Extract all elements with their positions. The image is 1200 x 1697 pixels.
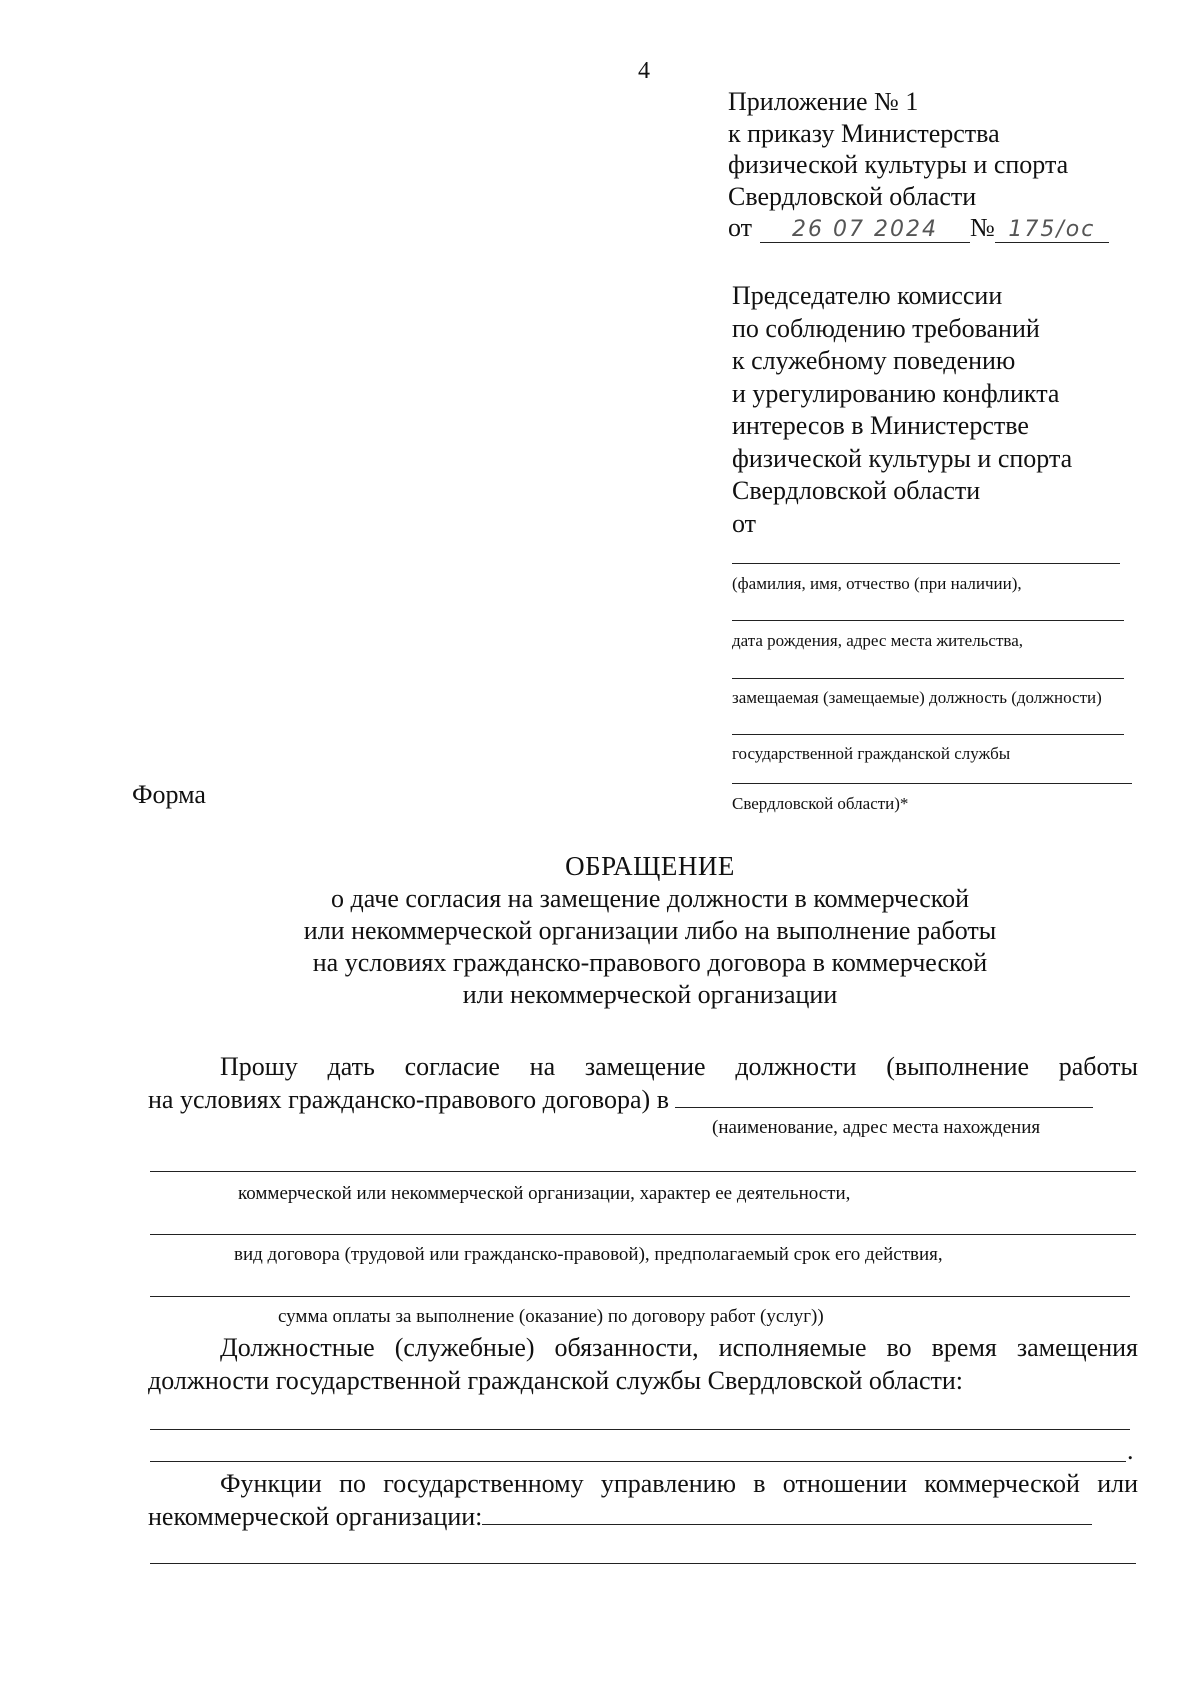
functions-line-1: Функции по государственному управлению в отношении коммерческой или bbox=[220, 1469, 1138, 1498]
duties-line-1: Должностные (служебные) обязанности, исполняемые во время замещения bbox=[220, 1333, 1138, 1362]
addressee-line: и урегулированию конфликта bbox=[732, 378, 1060, 408]
request-line-1: Прошу дать согласие на замещение должности (выполнение работы bbox=[220, 1052, 1138, 1081]
document-title: ОБРАЩЕНИЕ bbox=[565, 851, 735, 881]
civil-service-caption: государственной гражданской службы bbox=[732, 744, 1011, 763]
request-paragraph bbox=[148, 1050, 1138, 1116]
number-prefix: № bbox=[970, 213, 995, 242]
appendix-line-2: к приказу Министерства bbox=[728, 118, 1000, 148]
page-number: 4 bbox=[638, 58, 650, 84]
appendix-header bbox=[728, 86, 1109, 244]
functions-line-2: некоммерческой организации: bbox=[148, 1502, 483, 1531]
appendix-line-4: Свердловской области bbox=[728, 181, 977, 211]
duties-paragraph bbox=[148, 1331, 1138, 1397]
applicant-name-caption: (фамилия, имя, отчество (при наличии), bbox=[732, 574, 1022, 593]
organization-fill-line-2[interactable] bbox=[150, 1234, 1136, 1235]
duties-fill-line-1[interactable] bbox=[150, 1429, 1130, 1430]
duties-fill-line-2[interactable] bbox=[150, 1461, 1126, 1462]
functions-paragraph bbox=[148, 1467, 1138, 1533]
contract-fill-line[interactable] bbox=[150, 1296, 1130, 1297]
appendix-date-row bbox=[728, 212, 1109, 244]
date-prefix: от bbox=[728, 213, 753, 242]
organization-caption-2: коммерческой или некоммерческой организации, характер ее деятельности, bbox=[238, 1183, 851, 1204]
appendix-line-1: Приложение № 1 bbox=[728, 87, 919, 116]
order-number-handwritten: 175/ос bbox=[995, 218, 1109, 243]
duties-line-2: должности государственной гражданской службы Свердловской области: bbox=[148, 1366, 964, 1395]
payment-caption: сумма оплаты за выполнение (оказание) по договору работ (услуг)) bbox=[278, 1306, 824, 1327]
region-caption: Свердловской области)* bbox=[732, 794, 909, 813]
functions-inline-fill-line[interactable] bbox=[482, 1504, 1092, 1525]
title-line-1: о даче согласия на замещение должности в коммерческой bbox=[331, 884, 969, 913]
title-line-4: или некоммерческой организации bbox=[462, 980, 838, 1009]
duties-end-period: . bbox=[1127, 1436, 1134, 1465]
addressee-line: интересов в Министерстве bbox=[732, 411, 1029, 440]
addressee-line: к служебному поведению bbox=[732, 346, 1016, 375]
addressee-line: физической культуры и спорта bbox=[732, 443, 1073, 473]
functions-fill-line[interactable] bbox=[150, 1563, 1136, 1564]
form-label: Форма bbox=[132, 780, 206, 809]
region-fill-line[interactable] bbox=[732, 783, 1132, 784]
applicant-birth-address-caption: дата рождения, адрес места жительства, bbox=[732, 631, 1024, 650]
title-line-3: на условиях гражданско-правового договора в коммерческой bbox=[312, 948, 988, 977]
applicant-name-fill-line[interactable] bbox=[732, 563, 1120, 564]
appendix-line-3: физической культуры и спорта bbox=[728, 150, 1069, 179]
applicant-birth-address-fill-line[interactable] bbox=[732, 620, 1124, 621]
addressee-line: Председателю комиссии bbox=[732, 281, 1003, 310]
applicant-position-fill-line[interactable] bbox=[732, 678, 1124, 679]
addressee-line: от bbox=[732, 508, 757, 538]
contract-caption: вид договора (трудовой или гражданско-правовой), предполагаемый срок его действия, bbox=[234, 1244, 943, 1265]
order-date-handwritten: 26 07 2024 bbox=[760, 218, 970, 243]
document-title-block bbox=[150, 850, 1150, 1011]
addressee-line: Свердловской области bbox=[732, 476, 981, 505]
title-line-2: или некоммерческой организации либо на выполнение работы bbox=[303, 916, 997, 945]
addressee-line: по соблюдению требований bbox=[732, 313, 1040, 343]
organization-inline-fill-line[interactable] bbox=[675, 1087, 1093, 1108]
organization-caption-1: (наименование, адрес места нахождения bbox=[712, 1117, 1041, 1138]
applicant-position-caption: замещаемая (замещаемые) должность (должности) bbox=[732, 688, 1102, 707]
addressee-block bbox=[732, 280, 1072, 540]
request-line-2: на условиях гражданско-правового договора) в bbox=[148, 1085, 669, 1114]
civil-service-fill-line[interactable] bbox=[732, 734, 1124, 735]
organization-fill-line-1[interactable] bbox=[150, 1171, 1136, 1172]
